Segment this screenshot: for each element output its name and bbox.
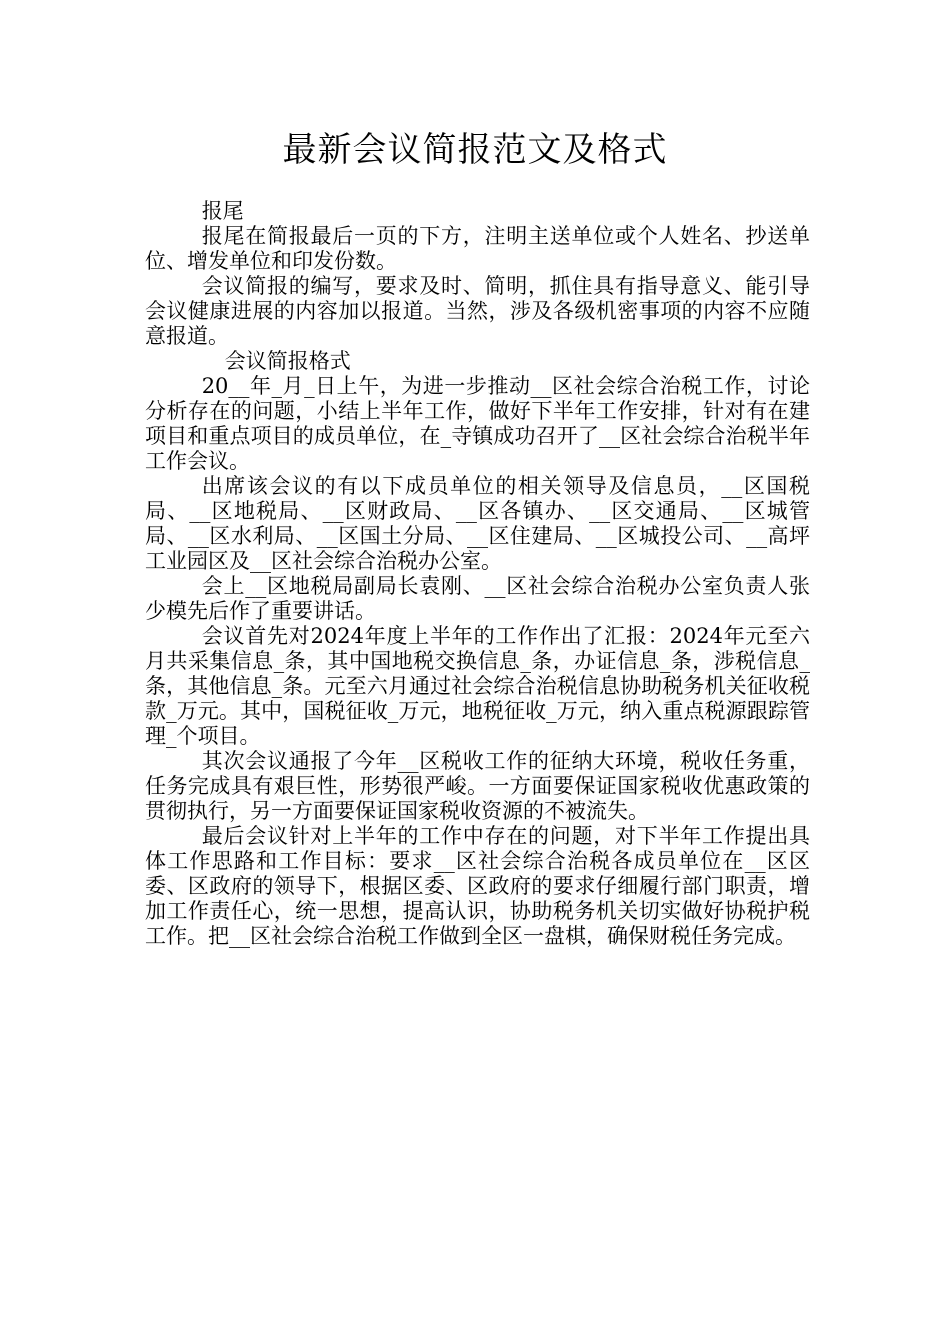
paragraph: 出席该会议的有以下成员单位的相关领导及信息员，__区国税局、__区地税局、__区财政局、__区各镇办、__区交通局、__区城管局、__区水利局、__区国土分局、__区住建局、__区城投公司、__高坪工业园区及__区社会综合治税办公室。: [145, 474, 810, 573]
paragraph: 报尾在简报最后一页的下方，注明主送单位或个人姓名、抄送单位、增发单位和印发份数。: [145, 224, 810, 273]
document-body: [145, 199, 810, 949]
document-title: 最新会议简报范文及格式: [282, 130, 668, 170]
paragraph: 20__年_月_日上午，为进一步推动__区社会综合治税工作，讨论分析存在的问题，小结上半年工作，做好下半年工作安排，针对有在建项目和重点项目的成员单位，在_寺镇成功召开了__区社会综合治税半年工作会议。: [145, 374, 810, 473]
paragraph: 会议简报的编写，要求及时、简明，抓住具有指导意义、能引导会议健康进展的内容加以报道。当然，涉及各级机密事项的内容不应随意报道。: [145, 274, 810, 348]
paragraph: 其次会议通报了今年__区税收工作的征纳大环境，税收任务重，任务完成具有艰巨性，形势很严峻。一方面要保证国家税收优惠政策的贯彻执行，另一方面要保证国家税收资源的不被流失。: [145, 749, 810, 823]
paragraph: 会上__区地税局副局长袁刚、__区社会综合治税办公室负责人张少模先后作了重要讲话。: [145, 574, 810, 623]
paragraph: 最后会议针对上半年的工作中存在的问题，对下半年工作提出具体工作思路和工作目标：要求__区社会综合治税各成员单位在__区区委、区政府的领导下，根据区委、区政府的要求仔细履行部门职责，增加工作责任心，统一思想，提高认识，协助税务机关切实做好协税护税工作。把__区社会综合治税工作做到全区一盘棋，确保财税任务完成。: [145, 824, 810, 948]
paragraph: 会议首先对2024年度上半年的工作作出了汇报：2024年元至六月共采集信息_条，其中国地税交换信息_条，办证信息_条，涉税信息_条，其他信息_条。元至六月通过社会综合治税信息协助税务机关征收税款_万元。其中，国税征收_万元，地税征收_万元，纳入重点税源跟踪管理_个项目。: [145, 624, 810, 748]
section-heading-briefing-format: 会议简报格式: [224, 349, 351, 373]
section-heading-report-footer: 报尾: [201, 199, 244, 223]
